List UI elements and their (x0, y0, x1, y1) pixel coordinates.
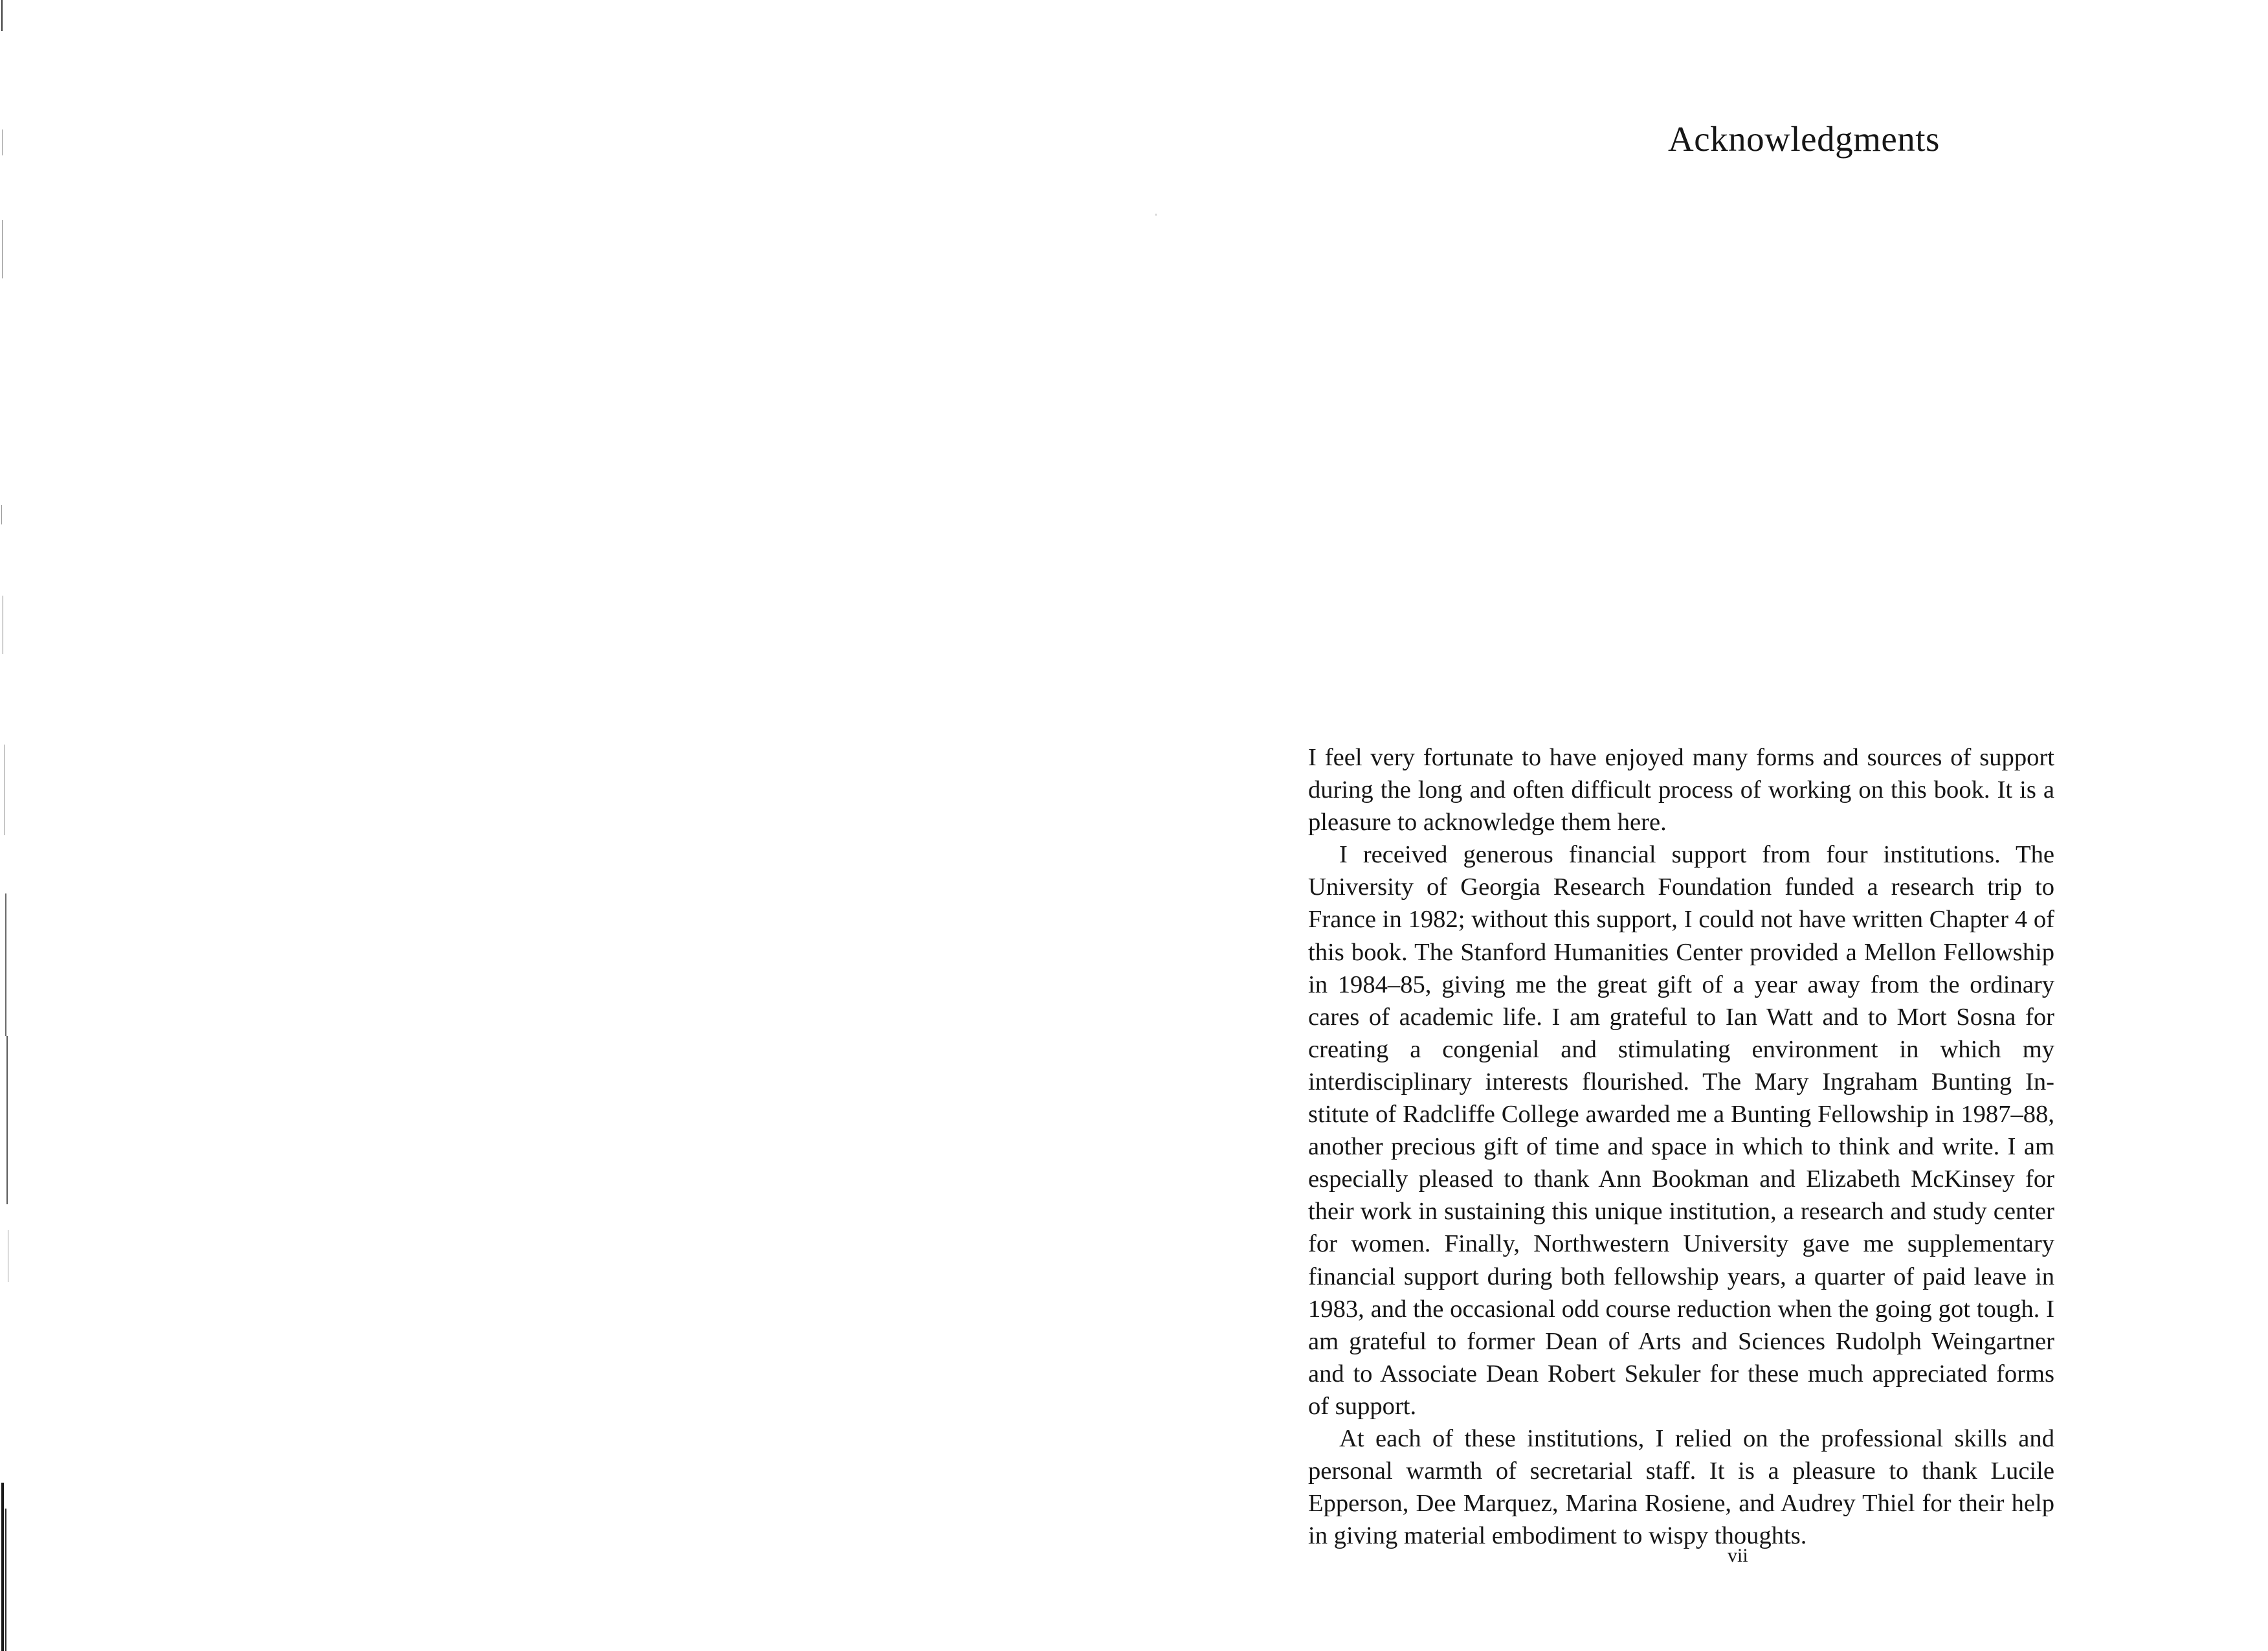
acknowledgments-page (1159, 0, 2268, 1651)
paragraph: At each of these institutions, I relied on the professional skills and personal warmth of secretarial staff. It is a pleasure to thank Lucile Epperson, Dee Marquez, Marina Rosiene, and Audrey Thiel for their help in giving material embodiment to wispy thoughts. (1308, 1424, 2054, 1550)
paragraph: I received generous financial support from four institutions. The University of Georgia Research Foundation funded a research trip to France in 1982; without this support, I could not have written Chapter 4 of this book. The Stanford Humanities Center provided a Mellon Fellowship in 1984–85, giving me the great gift of a year away from the ordinary cares of academic life. I am grateful to Ian Watt and to Mort Sosna for creating a congenial and stimulating environment in which my interdisciplinary interests flourished. The Mary Ingraham Bunting Institute of Radcliffe College awarded me a Bunting Fellowship in 1987–88, another precious gift of time and space in which to think and write. I am especially pleased to thank Ann Bookman and Elizabeth McKinsey for their work in sustaining this unique institution, a research and study center for women. Finally, Northwestern University gave me supplementary financial support during both fellowship years, a quarter of paid leave in 1983, and the occasional odd course reduction when the going got tough. I am grateful to former Dean of Arts and Sciences Rudolph Weingartner and to Associate Dean Robert Sekuler for these much appreciated forms of support. (1308, 841, 2054, 1420)
page-number: vii (1728, 1545, 1748, 1566)
page-heading: Acknowledgments (1668, 119, 1940, 159)
gutter-speck (1155, 214, 1157, 216)
binding-edge-marks (0, 0, 26, 1651)
paragraph: I feel very fortunate to have enjoyed many forms and sources of support during the long and often difficult process of working on this book. It is a pleasure to acknowledge them here. (1308, 744, 2054, 837)
body-text (1308, 741, 2054, 1552)
